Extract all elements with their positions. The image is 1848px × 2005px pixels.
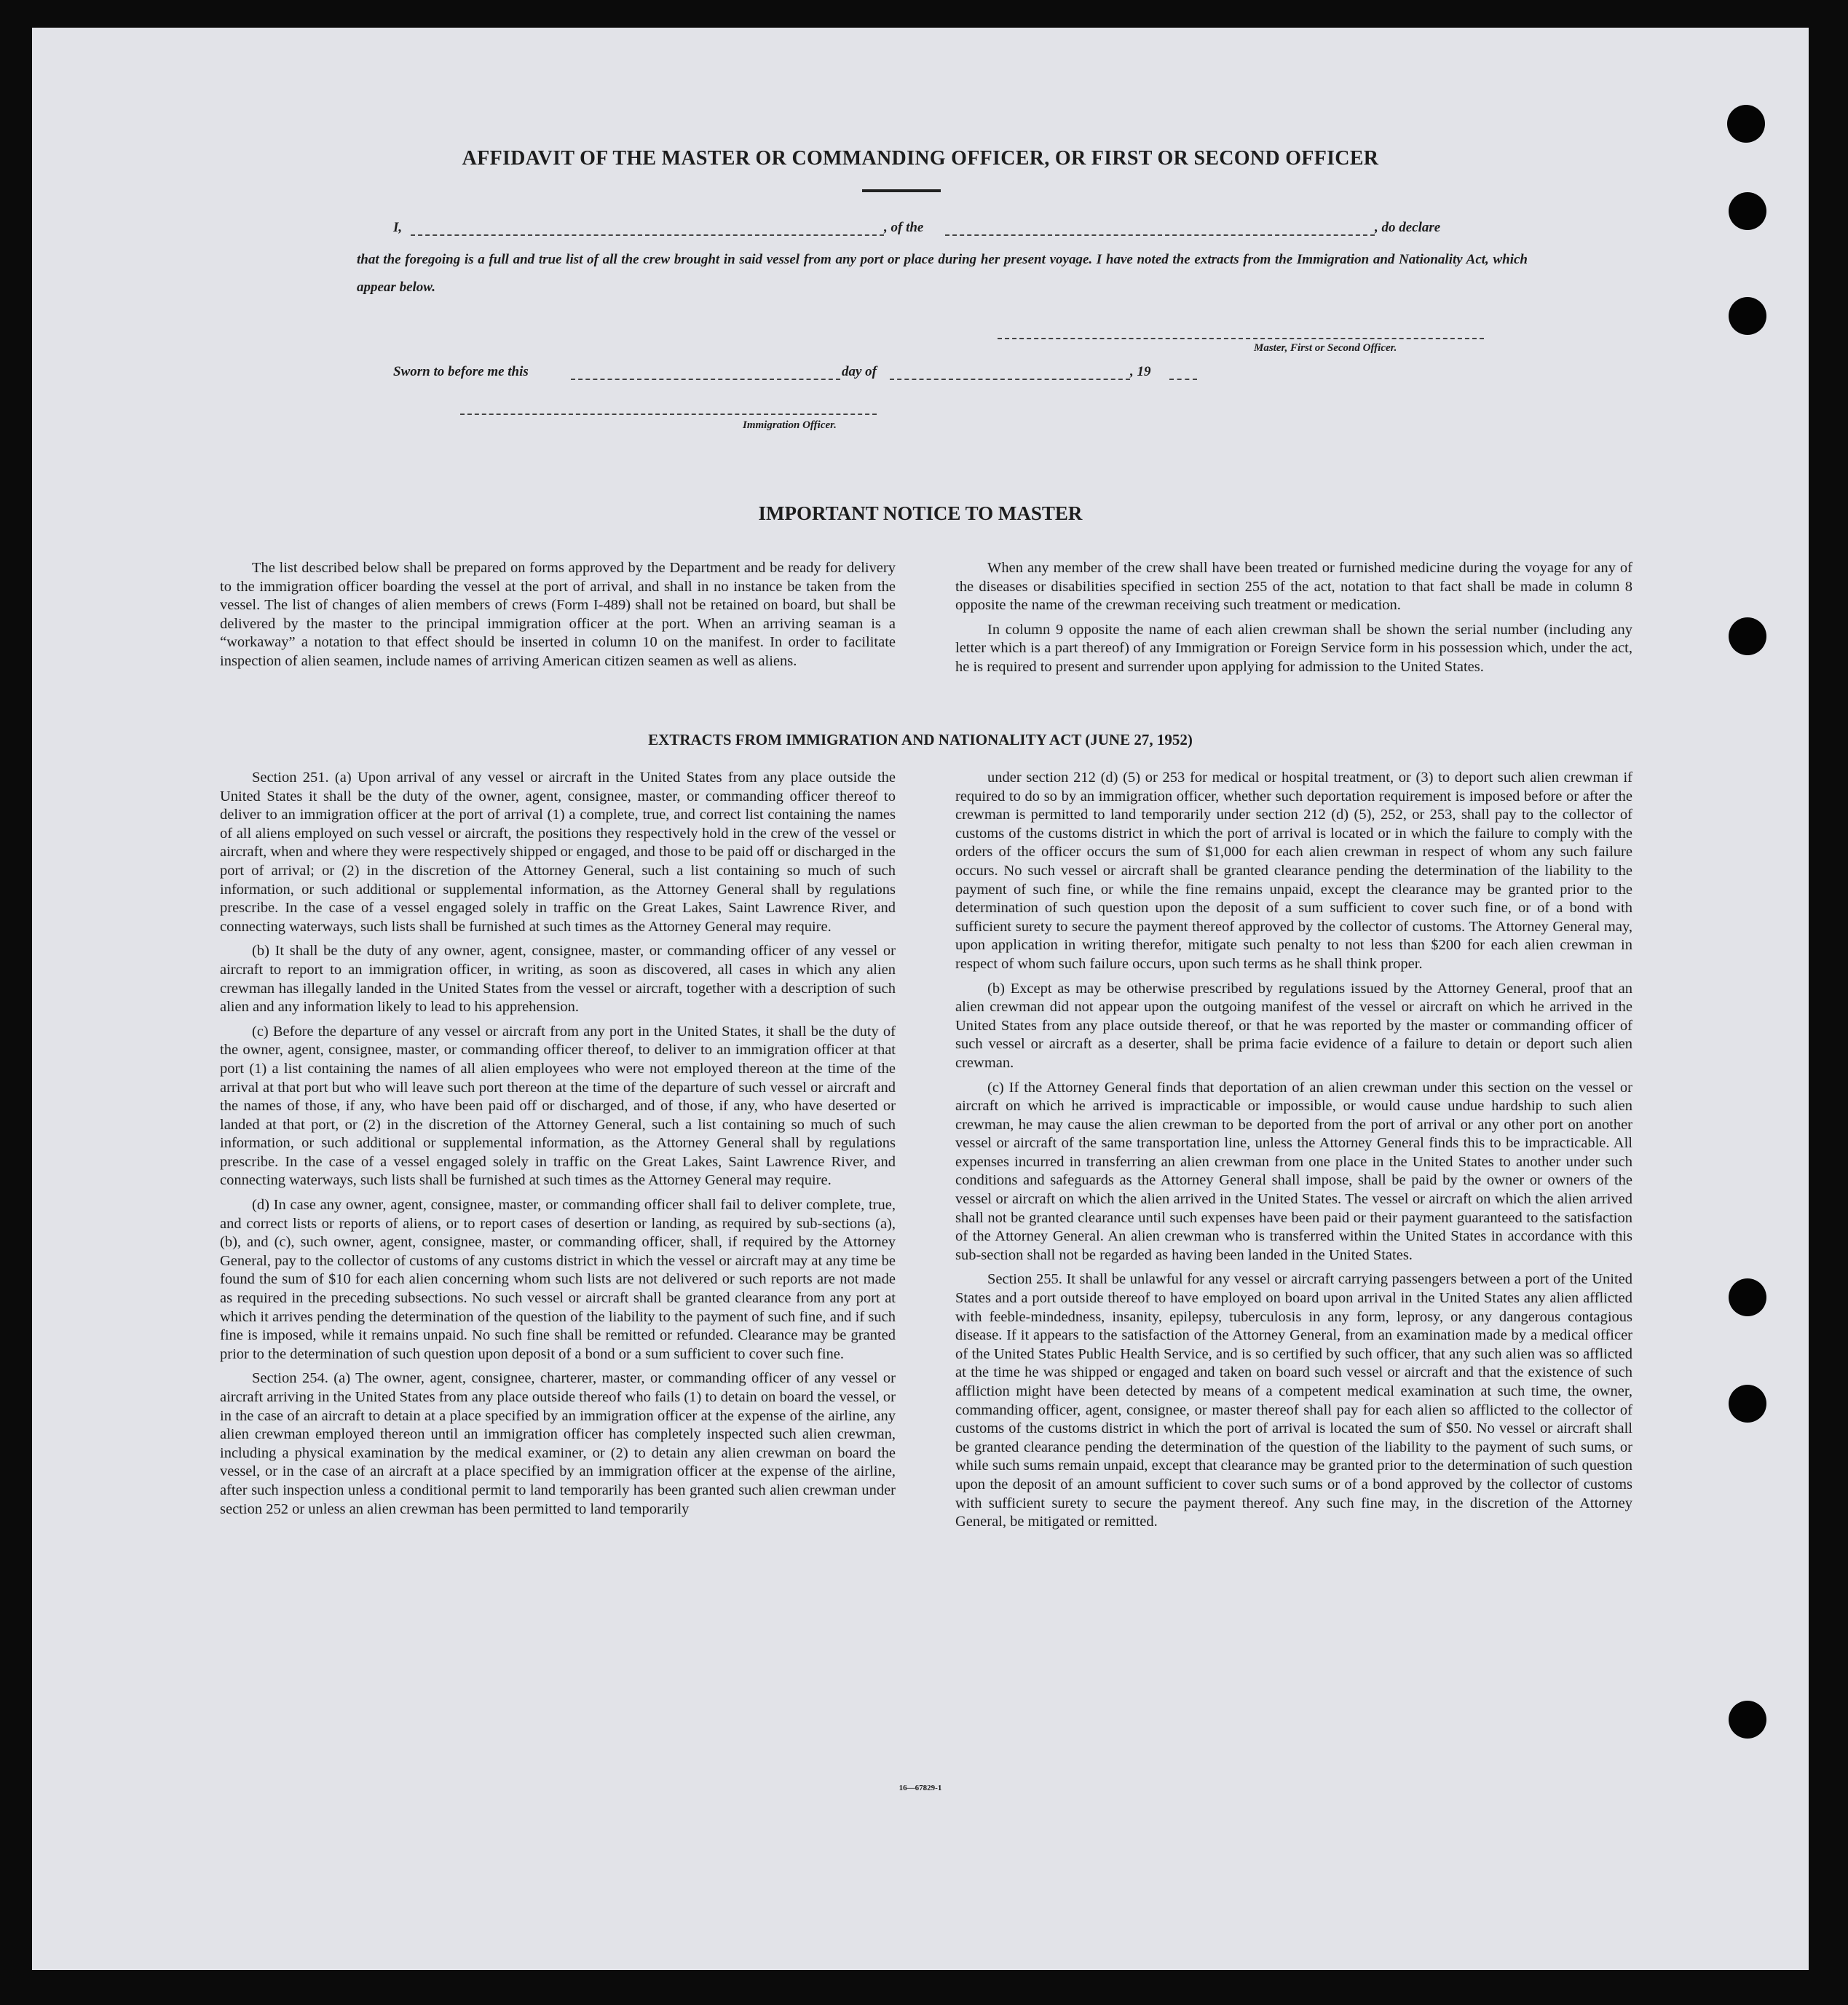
notice-right-column: [955, 559, 1632, 683]
officer-signature-blank: [460, 414, 877, 415]
extract-paragraph: Section 255. It shall be unlawful for any vessel or aircraft carrying passengers between a port of the United States and a port outside thereof to have employed on board upon arrival in the United States any alien afflicted with feeble-mindedness, insanity, epilepsy, tuberculosis in any form, leprosy, or any dangerous contagious disease. If it appears to the satisfaction of the Attorney General, from an examination made by a medical officer of the United States Public Health Service, and is so certified by such officer, that any such alien was so afflicted at the time he was shipped or engaged and taken on board such vessel or aircraft and that the existence of such affliction might have been detected by means of a competent medical examination at such time, the owner, commanding officer, agent, consignee, or master thereof shall pay for each alien so afflicted to the collector of customs of the customs district in which the port of arrival is located the sum of $50. No vessel or aircraft shall be granted clearance pending the determination of the question of the liability to the payment of such sums, or while such sums remain unpaid, except that clearance may be granted prior to the determination of such question upon the deposit of an amount sufficient to cover such sums or of a bond approved by the collector of customs with sufficient surety to secure the payment thereof. Any such fine may, in the discretion of the Attorney General, be mitigated or remitted.: [955, 1271, 1632, 1530]
officer-signature-label: Immigration Officer.: [743, 419, 837, 431]
extract-paragraph: Section 251. (a) Upon arrival of any vessel or aircraft in the United States from any place outside the United States it shall be the duty of the owner, agent, consignee, master, or commanding officer thereof to deliver to an immigration officer at the port of arrival (1) a complete, true, and correct list containing the names of all aliens employed on such vessel or aircraft, the positions they respectively hold in the crew of the vessel or aircraft, when and where they were respectively shipped or engaged, and those to be paid off or discharged in the port of arrival; or (2) in the discretion of the Attorney General, such a list containing so much of such information, or such additional or supplemental information, as the Attorney General shall by regulations prescribe. In the case of a vessel engaged solely in traffic on the Great Lakes, Saint Lawrence River, and connecting waterways, such lists shall be furnished at such times as the Attorney General may require.: [220, 770, 896, 935]
extract-paragraph: (d) In case any owner, agent, consignee, master, or commanding officer shall fail to deliver complete, true, and correct lists or reports of aliens, or to report cases of desertion or landing, as required by sub-sections (a), (b), and (c), such owner, agent, consignee, master, or commanding officer, shall, if required by the Attorney General, pay to the collector of customs of any customs district in which the vessel or aircraft may at any time be found the sum of $10 for each alien concerning whom such lists are not delivered or such reports are not made as required in the preceding subsections. No such vessel or aircraft shall be granted clearance from any port at which it arrives pending the determination of the question of the liability to the payment of such fine, and if such fine is imposed, while it remains unpaid. No such fine shall be remitted or refunded. Clearance may be granted prior to the determination of such question upon deposit of a bond or a sum sufficient to cover such fine.: [220, 1197, 896, 1362]
sworn-year-blank: [1169, 379, 1197, 380]
binder-hole-icon: [1729, 617, 1766, 655]
title-underline: [862, 189, 941, 192]
notice-left-column: [220, 559, 896, 677]
extracts-left-column: [220, 769, 896, 1524]
sworn-label: Sworn to before me this: [393, 364, 529, 379]
binder-hole-icon: [1729, 1701, 1766, 1739]
sworn-month-blank: [890, 379, 1130, 380]
extract-paragraph: under section 212 (d) (5) or 253 for medical or hospital treatment, or (3) to deport such alien crewman if required to do so by an immigration officer, whether such deportation requirement is imposed before or after the crewman is permitted to land temporarily under section 212 (d) (5), 252, or 253, shall pay to the collector of customs of the customs district in which the port of arrival is located or in which the failure to comply with the orders of the officer occurs the sum of $1,000 for each alien crewman in respect of whom any such failure occurs. No such vessel or aircraft shall be granted clearance pending the determination of the liability to the payment of such fine, or while the fine remains unpaid, except the clearance may be granted prior to the determination of such question upon the deposit of a sum sufficient to cover such fine, or of a bond with sufficient surety to secure the payment thereof approved by the collector of customs. The Attorney General may, upon application in writing therefor, mitigate such penalty to not less than $200 for each alien crewman in respect of whom such failure occurs, upon such terms as he shall think proper.: [955, 770, 1632, 972]
affidavit-i-label: I,: [393, 220, 403, 235]
affidavit-of-the-label: , of the: [884, 220, 924, 235]
vessel-blank: [945, 234, 1375, 236]
affidavit-statement: that the foregoing is a full and true list of all the crew brought in said vessel from any port or place during her present voyage. I have noted the extracts from the Immigration and Nationality Act, which appear below.: [357, 252, 1528, 295]
notice-paragraph: In column 9 opposite the name of each alien crewman shall be shown the serial number (including any letter which is a part thereof) of any Immigration or Foreign Service form in his possession which, under the act, he is required to present and surrender upon applying for admission to the United States.: [955, 621, 1632, 675]
binder-hole-icon: [1729, 297, 1766, 335]
notice-paragraph: When any member of the crew shall have been treated or furnished medicine during the voyage for any of the diseases or disabilities specified in section 255 of the act, notation to that fact shall be made in column 8 opposite the name of the crewman receiving such treatment or medication.: [955, 560, 1632, 614]
extract-paragraph: Section 254. (a) The owner, agent, consignee, charterer, master, or commanding officer of any vessel or aircraft arriving in the United States from any place outside thereof who fails (1) to detain on board the vessel, or in the case of an aircraft to detain at a place specified by an immigration officer at the expense of the airline, any alien crewman employed thereon until an immigration officer has completely inspected such alien crewman, including a physical examination by the medical examiner, or (2) to detain any alien crewman on board the vessel, or in the case of an aircraft at a place specified by an immigration officer at the expense of the airline, after such inspection unless a conditional permit to land temporarily has been granted such alien crewman under section 252 or unless an alien crewman has been permitted to land temporarily: [220, 1370, 896, 1517]
year-label: , 19: [1130, 364, 1151, 379]
extract-paragraph: (c) Before the departure of any vessel or aircraft from any port in the United States, it shall be the duty of the owner, agent, consignee, master, or commanding officer thereof, to deliver to an immigration officer at that port (1) a list containing the names of all alien employees who were not employed thereon at the time of the arrival at that port but who will leave such port thereon at the time of the departure of such vessel or aircraft and the names of those, if any, who have been paid off or discharged, and of those, if any, who have deserted or landed at that port, or (2) in the discretion of the Attorney General, such a list containing so much of such information, or such additional or supplemental information, as the Attorney General shall by regulations prescribe. In the case of a vessel engaged solely in traffic on the Great Lakes, Saint Lawrence River, and connecting waterways, such lists shall be furnished at such times as the Attorney General may require.: [220, 1023, 896, 1189]
sworn-day-blank: [571, 379, 840, 380]
day-of-label: day of: [842, 364, 877, 379]
document-page: [32, 28, 1809, 1970]
extracts-right-column: [955, 769, 1632, 1538]
extract-paragraph: (b) Except as may be otherwise prescribed by regulations issued by the Attorney General, proof that an alien crewman did not appear upon the outgoing manifest of the vessel or aircraft on which he arrived in the United States from any place outside thereof, or that he was reported by the master or commanding officer of such vessel or aircraft as a deserter, shall be prima facie evidence of a failure to detain or deport such alien crewman.: [955, 980, 1632, 1071]
binder-hole-icon: [1727, 105, 1765, 143]
binder-hole-icon: [1729, 192, 1766, 230]
notice-title: IMPORTANT NOTICE TO MASTER: [758, 502, 1083, 524]
binder-hole-icon: [1729, 1278, 1766, 1316]
affidavit-title: AFFIDAVIT OF THE MASTER OR COMMANDING OFFICER, OR FIRST OR SECOND OFFICER: [462, 147, 1379, 170]
name-blank: [411, 234, 884, 236]
form-number: 16—67829-1: [899, 1784, 942, 1792]
master-signature-label: Master, First or Second Officer.: [1254, 342, 1397, 354]
notice-paragraph: The list described below shall be prepared on forms approved by the Department and be ready for delivery to the immigration officer boarding the vessel at the port of arrival, and shall in no instance be taken from the vessel. The list of changes of alien members of crews (Form I-489) shall not be retained on board, but shall be delivered by the master to the principal immigration officer at the port. When an arriving seaman is a “workaway” a notation to that effect should be inserted in column 10 on the manifest. In order to facilitate inspection of alien seamen, include names of arriving American citizen seamen as well as aliens.: [220, 560, 896, 669]
binder-hole-icon: [1729, 1385, 1766, 1423]
extract-paragraph: (c) If the Attorney General finds that deportation of an alien crewman under this section on the vessel or aircraft on which he arrived is impracticable or impossible, or would cause undue hardship to such alien crewman, he may cause the alien crewman to be deported from the port of arrival or any other port on another vessel or aircraft of the same transportation line, unless the Attorney General finds this to be impracticable. All expenses incurred in transferring an alien crewman from one place in the United States to another under such conditions and safeguards as the Attorney General shall impose, shall be paid by the owner or owners of the vessel or aircraft on which the alien arrived in the United States. The vessel or aircraft on which the alien arrived shall not be granted clearance until such expenses have been paid or their payment guaranteed to the satisfaction of the Attorney General. An alien crewman who is transferred within the United States in accordance with this sub-section shall not be regarded as having been landed in the United States.: [955, 1079, 1632, 1263]
extract-paragraph: (b) It shall be the duty of any owner, agent, consignee, master, or commanding officer of any vessel or aircraft to report to an immigration officer, in writing, as soon as discovered, all cases in which any alien crewman has illegally landed in the United States from the vessel or aircraft, together with a description of such alien and any information likely to lead to his apprehension.: [220, 943, 896, 1016]
extracts-title: EXTRACTS FROM IMMIGRATION AND NATIONALITY ACT (JUNE 27, 1952): [648, 731, 1193, 748]
master-signature-blank: [998, 338, 1484, 339]
affidavit-do-declare-label: , do declare: [1375, 220, 1441, 235]
